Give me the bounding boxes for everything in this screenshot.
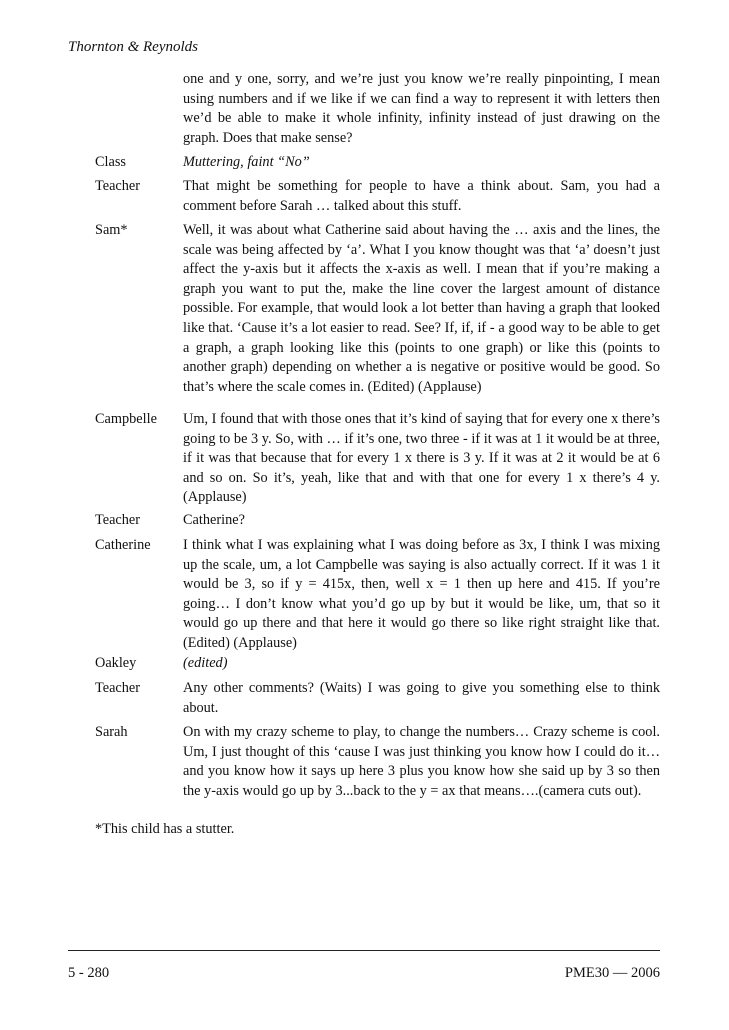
transcript-row-teacher [95, 679, 660, 718]
footer-divider [68, 950, 660, 951]
conference-label: PME30 — 2006 [564, 965, 660, 981]
speaker-label: Sarah [95, 724, 128, 740]
utterance-text: Catherine? [183, 512, 245, 528]
transcript-row-teacher [95, 511, 660, 531]
utterance-text: Muttering, faint “No” [183, 154, 310, 170]
utterance-text: That might be something for people to have a think about. Sam, you had a comment before Sarah … talked about this stuff. [183, 178, 660, 214]
speaker-label: Class [95, 154, 126, 170]
speaker-label [95, 70, 183, 148]
transcript-row-continuation [95, 70, 660, 148]
transcript-row-campbelle [95, 410, 660, 508]
speaker-label: Teacher [95, 680, 141, 696]
running-title: Thornton & Reynolds [68, 39, 198, 55]
transcript-row-teacher [95, 177, 660, 216]
utterance-text: Any other comments? (Waits) I was going to give you something else to think about. [183, 680, 660, 716]
transcript-row-class [95, 153, 660, 173]
utterance-text: Well, it was about what Catherine said about having the … axis and the lines, the scale was being affected by ‘a’. What I you know thought was that ‘a’ doesn’t just affect the y-axis but it affects the x-axis as well. I mean that if you’re making a graph you want to put the, make the line cover the largest amount of distance possible. For example, that would look a lot better than having a graph that looked like that. ‘Cause it’s a lot easier to read. See? If, if, if - a good way to be able to get a graph, a graph looking like this (points to one graph) or like this (points to another graph) depending on whether a is negative or positive would be good. So that’s where the scale comes in. (Edited) (Applause) [183, 222, 660, 395]
utterance-text: Um, I found that with those ones that it’s kind of saying that for every one x there’s going to be 3 y. So, with … if it’s one, two three - if it was at 1 it would be at three, if it was that because that for every 1 x there is 3 y. If it was at 2 it would be at 6 and so on. So it’s, yeah, like that and with that one for every 1 x there’s 4 y. (Applause) [183, 411, 660, 506]
speaker-label: Sam* [95, 222, 128, 238]
transcript-row-catherine [95, 536, 660, 654]
footnote: *This child has a stutter. [95, 821, 235, 837]
speaker-label: Oakley [95, 655, 137, 671]
utterance-text: (edited) [183, 655, 228, 671]
utterance-text: I think what I was explaining what I was doing before as 3x, I think I was mixing up the scale, um, a lot Campbelle was saying is also actually correct. If it was 1 it would be 3, so if y = 415x, then, well x = 1 then up here and 415. If you’re going… I don’t know what you’d go up by but it would be like, um, that so it would go up there and that here it would go there so like right straight like that. (Edited) (Applause) [183, 537, 660, 651]
utterance-text: On with my crazy scheme to play, to change the numbers… Crazy scheme is cool. Um, I just thought of this ‘cause I was just thinking you know how I could do it…and you know how it says up here 3 plus you know how she said up by 3 so then the y-axis would go up by 3...back to the y = ax that means….(camera cuts out). [183, 724, 660, 799]
speaker-label: Teacher [95, 178, 141, 194]
page-number: 5 - 280 [68, 965, 110, 981]
utterance-text: one and y one, sorry, and we’re just you know we’re really pinpointing, I mean using numbers and if we like if we can find a way to represent it with letters then we’d be able to make it whole infinity, infinity instead of just drawing on the graph. Does that make sense? [183, 71, 660, 146]
transcript-row-sarah [95, 723, 660, 801]
transcript-row-oakley [95, 654, 660, 674]
speaker-label: Teacher [95, 512, 141, 528]
transcript-row-sam [95, 221, 660, 397]
speaker-label: Campbelle [95, 411, 157, 427]
speaker-label: Catherine [95, 537, 151, 553]
